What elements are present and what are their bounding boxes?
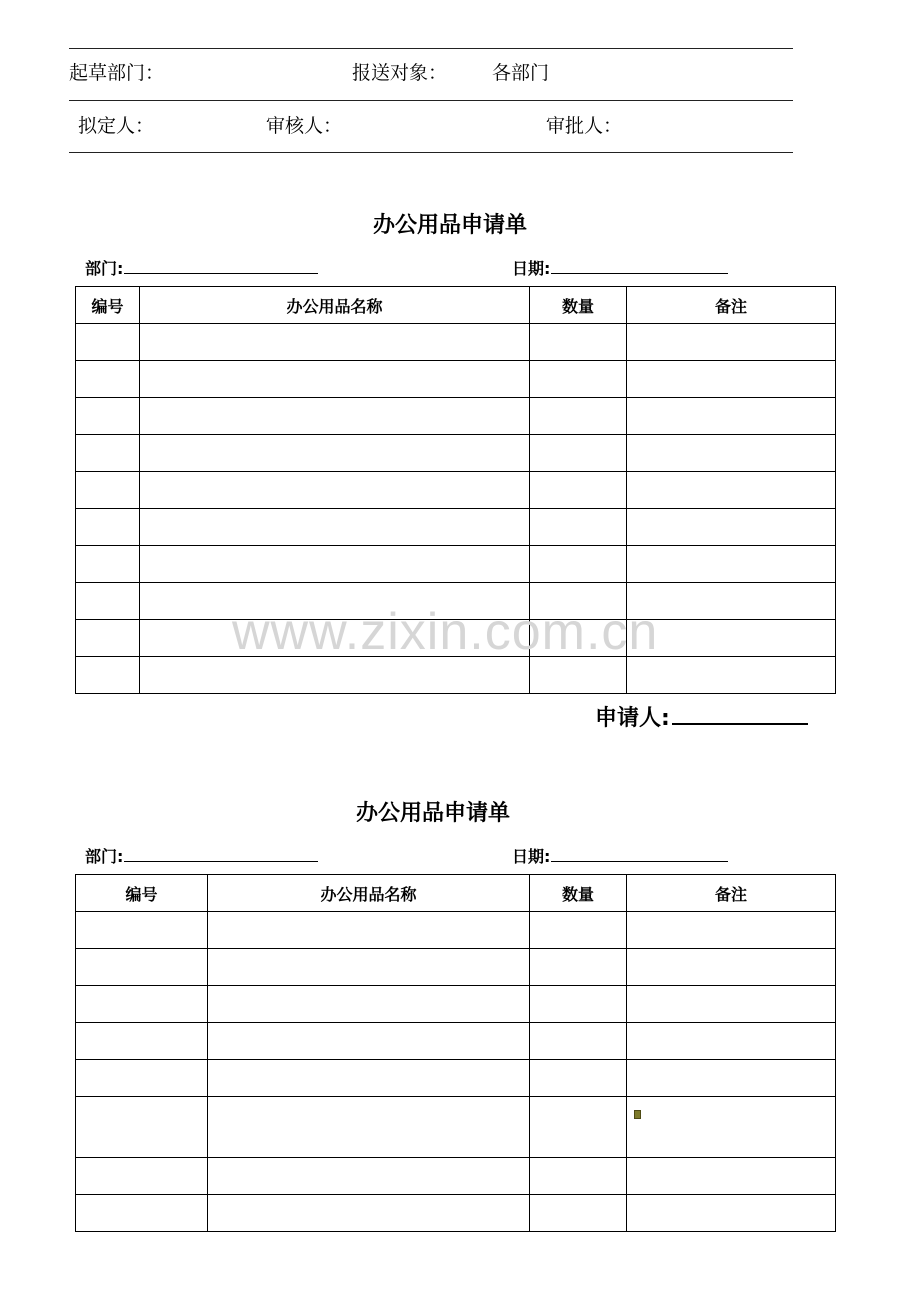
form1-cell-number[interactable] [76, 657, 140, 694]
form1-cell-remarks[interactable] [627, 398, 836, 435]
form1-col-item-name: 办公用品名称 [140, 287, 530, 324]
form2-cell-remarks[interactable] [627, 949, 836, 986]
form2-cell-quantity[interactable] [530, 1060, 627, 1097]
form1-cell-quantity[interactable] [530, 657, 627, 694]
form2-cell-quantity[interactable] [530, 949, 627, 986]
form2-cell-item-name[interactable] [208, 1097, 530, 1158]
form1-header-row [76, 287, 836, 324]
form1-cell-number[interactable] [76, 361, 140, 398]
form2-cell-number[interactable] [76, 949, 208, 986]
send-to-value: 各部门 [492, 62, 550, 84]
form1-cell-number[interactable] [76, 509, 140, 546]
form2-col-remarks: 备注 [627, 875, 836, 912]
form2-cell-quantity[interactable] [530, 1195, 627, 1232]
form2-col-quantity: 数量 [530, 875, 627, 912]
form1-date-label: 日期: [512, 259, 551, 278]
drafter-label: 拟定人： [78, 115, 155, 137]
form1-applicant-field [595, 705, 808, 732]
form2-table-row [76, 912, 836, 949]
form1-table-row [76, 324, 836, 361]
form2-cell-item-name[interactable] [208, 1060, 530, 1097]
form2-cell-quantity[interactable] [530, 1097, 627, 1158]
drafting-dept-label: 起草部门： [69, 62, 165, 84]
form2-cell-number[interactable] [76, 986, 208, 1023]
watermark: www.zixin.com.cn [232, 603, 659, 661]
approver-label: 审批人： [546, 115, 623, 137]
form1-table-row [76, 361, 836, 398]
form1-date-blank[interactable] [551, 259, 728, 274]
form2-table-row [76, 1195, 836, 1232]
form2-dept-field [85, 847, 318, 867]
form1-cell-remarks[interactable] [627, 546, 836, 583]
form1-cell-quantity[interactable] [530, 546, 627, 583]
form1-cell-remarks[interactable] [627, 324, 836, 361]
form1-cell-quantity[interactable] [530, 509, 627, 546]
stray-mark-icon [634, 1110, 641, 1119]
form2-table-row [76, 1023, 836, 1060]
form2-cell-number[interactable] [76, 1097, 208, 1158]
form1-cell-quantity[interactable] [530, 361, 627, 398]
form2-cell-remarks[interactable] [627, 912, 836, 949]
form1-table-row [76, 509, 836, 546]
form1-cell-remarks[interactable] [627, 361, 836, 398]
form2-header-row [76, 875, 836, 912]
form2-cell-item-name[interactable] [208, 986, 530, 1023]
form1-dept-field [85, 259, 318, 279]
form2-table-row [76, 1097, 836, 1158]
form1-table-row [76, 657, 836, 694]
form2-cell-number[interactable] [76, 912, 208, 949]
form1-cell-item-name[interactable] [140, 324, 530, 361]
form1-cell-number[interactable] [76, 546, 140, 583]
form1-cell-remarks[interactable] [627, 509, 836, 546]
form2-cell-remarks[interactable] [627, 1158, 836, 1195]
form1-applicant-blank[interactable] [672, 705, 808, 725]
form1-cell-number[interactable] [76, 398, 140, 435]
form2-table [75, 874, 836, 1232]
form2-date-field [512, 847, 728, 867]
form1-cell-number[interactable] [76, 620, 140, 657]
form2-cell-item-name[interactable] [208, 1158, 530, 1195]
form2-cell-number[interactable] [76, 1060, 208, 1097]
form2-table-row [76, 949, 836, 986]
form1-table-row [76, 472, 836, 509]
form1-col-number: 编号 [76, 287, 140, 324]
form1-cell-number[interactable] [76, 435, 140, 472]
form2-cell-quantity[interactable] [530, 986, 627, 1023]
form2-table-row [76, 1158, 836, 1195]
form1-applicant-label: 申请人: [595, 706, 670, 731]
form2-table-row [76, 1060, 836, 1097]
form1-cell-item-name[interactable] [140, 546, 530, 583]
reviewer-label: 审核人： [266, 115, 343, 137]
form2-dept-blank[interactable] [124, 847, 318, 862]
form1-dept-blank[interactable] [124, 259, 318, 274]
form1-cell-item-name[interactable] [140, 509, 530, 546]
form1-cell-item-name[interactable] [140, 435, 530, 472]
form1-table-row [76, 546, 836, 583]
form2-cell-number[interactable] [76, 1158, 208, 1195]
header-middle-rule [69, 100, 793, 101]
form1-cell-remarks[interactable] [627, 435, 836, 472]
form1-cell-item-name[interactable] [140, 361, 530, 398]
form2-dept-label: 部门: [85, 847, 124, 866]
form1-col-remarks: 备注 [627, 287, 836, 324]
form1-cell-number[interactable] [76, 324, 140, 361]
form1-col-quantity: 数量 [530, 287, 627, 324]
form2-date-label: 日期: [512, 847, 551, 866]
send-to-label: 报送对象： [352, 62, 448, 84]
form1-cell-number[interactable] [76, 472, 140, 509]
form1-date-field [512, 259, 728, 279]
form2-cell-item-name[interactable] [208, 1023, 530, 1060]
form2-cell-remarks[interactable] [627, 986, 836, 1023]
form2-table-row [76, 986, 836, 1023]
form2-cell-number[interactable] [76, 1023, 208, 1060]
header-bottom-rule [69, 152, 793, 153]
form2-cell-item-name[interactable] [208, 1195, 530, 1232]
form2-cell-remarks[interactable] [627, 1195, 836, 1232]
form1-cell-quantity[interactable] [530, 398, 627, 435]
form1-cell-quantity[interactable] [530, 435, 627, 472]
form1-cell-quantity[interactable] [530, 472, 627, 509]
form2-col-number: 编号 [76, 875, 208, 912]
form1-table-row [76, 398, 836, 435]
form1-cell-remarks[interactable] [627, 472, 836, 509]
form1-cell-item-name[interactable] [140, 657, 530, 694]
form2-cell-item-name[interactable] [208, 949, 530, 986]
form1-cell-quantity[interactable] [530, 324, 627, 361]
form1-table-row [76, 435, 836, 472]
form1-cell-item-name[interactable] [140, 398, 530, 435]
form1-cell-number[interactable] [76, 583, 140, 620]
form2-cell-remarks[interactable] [627, 1023, 836, 1060]
form1-dept-label: 部门: [85, 259, 124, 278]
form2-cell-item-name[interactable] [208, 912, 530, 949]
form1-title: 办公用品申请单 [373, 213, 528, 238]
form2-col-item-name: 办公用品名称 [208, 875, 530, 912]
form2-cell-quantity[interactable] [530, 1158, 627, 1195]
form2-cell-number[interactable] [76, 1195, 208, 1232]
form2-cell-quantity[interactable] [530, 1023, 627, 1060]
form2-cell-quantity[interactable] [530, 912, 627, 949]
form2-date-blank[interactable] [551, 847, 728, 862]
form2-title: 办公用品申请单 [356, 801, 511, 826]
header-top-rule [69, 48, 793, 49]
form1-cell-remarks[interactable] [627, 657, 836, 694]
form1-cell-item-name[interactable] [140, 472, 530, 509]
form2-cell-remarks[interactable] [627, 1060, 836, 1097]
form2-cell-remarks[interactable] [627, 1097, 836, 1158]
